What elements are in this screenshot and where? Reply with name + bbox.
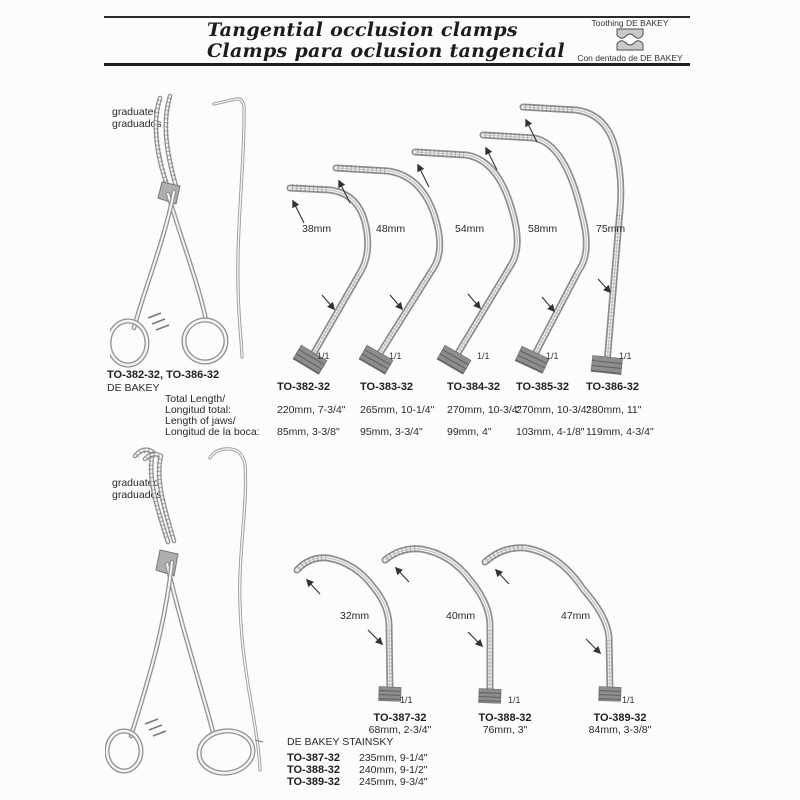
model-number: TO-389-32 [287, 776, 340, 788]
table-label-jaw-length-es: Longitud de la boca: [165, 426, 260, 438]
jaw-size-label: 32mm [340, 610, 370, 622]
scale-label: 1/1 [546, 351, 559, 361]
jaw-tip-32mm [297, 558, 401, 702]
scale-label: 1/1 [477, 351, 490, 361]
tip-arrow [396, 568, 409, 582]
graduated-label-es-top: graduados [112, 118, 162, 130]
tip-arrow [293, 201, 304, 223]
clamp-ratchet [145, 719, 166, 736]
scale-label: 1/1 [622, 695, 635, 705]
jaw-size-label: 75mm [596, 223, 626, 235]
jaw-length-value: 85mm, 3-3/8" [277, 426, 340, 438]
total-length-value: 245mm, 9-3/4" [359, 776, 428, 788]
page-title-es: Clamps para oclusion tangencial [207, 40, 565, 62]
jaw-length-value: 119mm, 4-3/4" [586, 426, 654, 438]
model-number: TO-387-32 [373, 712, 427, 724]
total-length-value: 270mm, 10-3/4" [516, 404, 591, 416]
model-number: TO-387-32 [287, 752, 340, 764]
jaw-tip-38mm [290, 188, 368, 375]
jaw-size-label: 38mm [302, 223, 332, 235]
jaw-profile-illustration-bottom [200, 444, 285, 796]
header-bottom-rule [104, 63, 690, 66]
clamp-caption-models-top: TO-382-32, TO-386-32 [107, 369, 220, 381]
clamp-caption-name-bottom: DE BAKEY STAINSKY [287, 736, 394, 748]
toothing-label-en: Toothing DE BAKEY [591, 18, 669, 28]
page-title-en: Tangential occlusion clamps [207, 19, 518, 41]
model-number: TO-389-32 [593, 712, 647, 724]
jaw-length-value: 95mm, 3-3/4" [360, 426, 423, 438]
model-number: TO-385-32 [516, 381, 569, 393]
jaw-size-label: 54mm [455, 223, 485, 235]
model-number: TO-384-32 [447, 381, 500, 393]
jaw-length-value: 103mm, 4-1/8" [516, 426, 585, 438]
model-number: TO-388-32 [478, 712, 532, 724]
jaw-arrow [586, 639, 600, 653]
jaw-profile-illustration-top [200, 95, 260, 367]
jaw-size-label: 58mm [528, 223, 558, 235]
total-length-value: 240mm, 9-1/2" [359, 764, 428, 776]
clamp-jaws [156, 96, 176, 188]
jaw-tips-illustration-bottom [290, 540, 680, 712]
table-label-total-length-es: Longitud total: [165, 404, 231, 416]
jaw-arrow [390, 295, 402, 309]
debakey-toothing-icon [613, 27, 647, 52]
clamp-jaws [135, 450, 174, 542]
jaw-length-value: 76mm, 3" [482, 724, 528, 736]
caption-row [287, 772, 428, 790]
jaw-tips-illustration-top [270, 95, 680, 380]
scale-label: 1/1 [400, 695, 413, 705]
clamp-ratchet [148, 313, 169, 330]
jaw-arrow [542, 297, 554, 311]
jaw-tip-40mm [385, 549, 501, 704]
total-length-value: 235mm, 9-1/4" [359, 752, 428, 764]
jaw-length-value: 68mm, 2-3/4" [368, 724, 432, 736]
jaw-arrow [598, 279, 610, 292]
table-label-total-length-en: Total Length/ [165, 393, 226, 405]
total-length-value: 265mm, 10-1/4" [360, 404, 435, 416]
graduated-label-en-top: graduated [112, 106, 160, 118]
model-number: TO-386-32 [586, 381, 639, 393]
jaw-arrow [322, 295, 334, 309]
total-length-value: 280mm, 11" [586, 404, 642, 416]
toothing-label-es: Con dentado de DE BAKEY [577, 53, 683, 63]
tip-arrow [307, 580, 320, 594]
jaw-tip-54mm [415, 152, 517, 374]
graduated-label-es-bottom: graduados [112, 489, 162, 501]
total-length-value: 270mm, 10-3/4" [447, 404, 522, 416]
clamp-caption-name-top: DE BAKEY [107, 382, 160, 394]
tip-arrow [496, 570, 509, 584]
total-length-value: 220mm, 7-3/4" [277, 404, 346, 416]
jaw-arrow [368, 630, 382, 644]
jaw-tip-47mm [485, 548, 621, 702]
clamp-shanks [134, 192, 206, 328]
jaw-length-value: 84mm, 3-3/8" [588, 724, 652, 736]
jaw-size-label: 40mm [446, 610, 476, 622]
scale-label: 1/1 [508, 695, 521, 705]
scale-label: 1/1 [317, 351, 330, 361]
jaw-length-value: 99mm, 4" [447, 426, 492, 438]
jaw-arrow [468, 294, 480, 308]
jaw-size-label: 48mm [376, 223, 406, 235]
table-label-jaw-length-en: Length of jaws/ [165, 415, 236, 427]
graduated-label-en-bottom: graduated [112, 477, 160, 489]
model-number: TO-382-32 [277, 381, 330, 393]
scale-label: 1/1 [389, 351, 402, 361]
scale-label: 1/1 [619, 351, 632, 361]
model-number: TO-388-32 [287, 764, 340, 776]
jaw-arrow [468, 632, 482, 646]
model-number: TO-383-32 [360, 381, 413, 393]
jaw-size-label: 47mm [561, 610, 591, 622]
jaw-tip-58mm [483, 135, 586, 373]
